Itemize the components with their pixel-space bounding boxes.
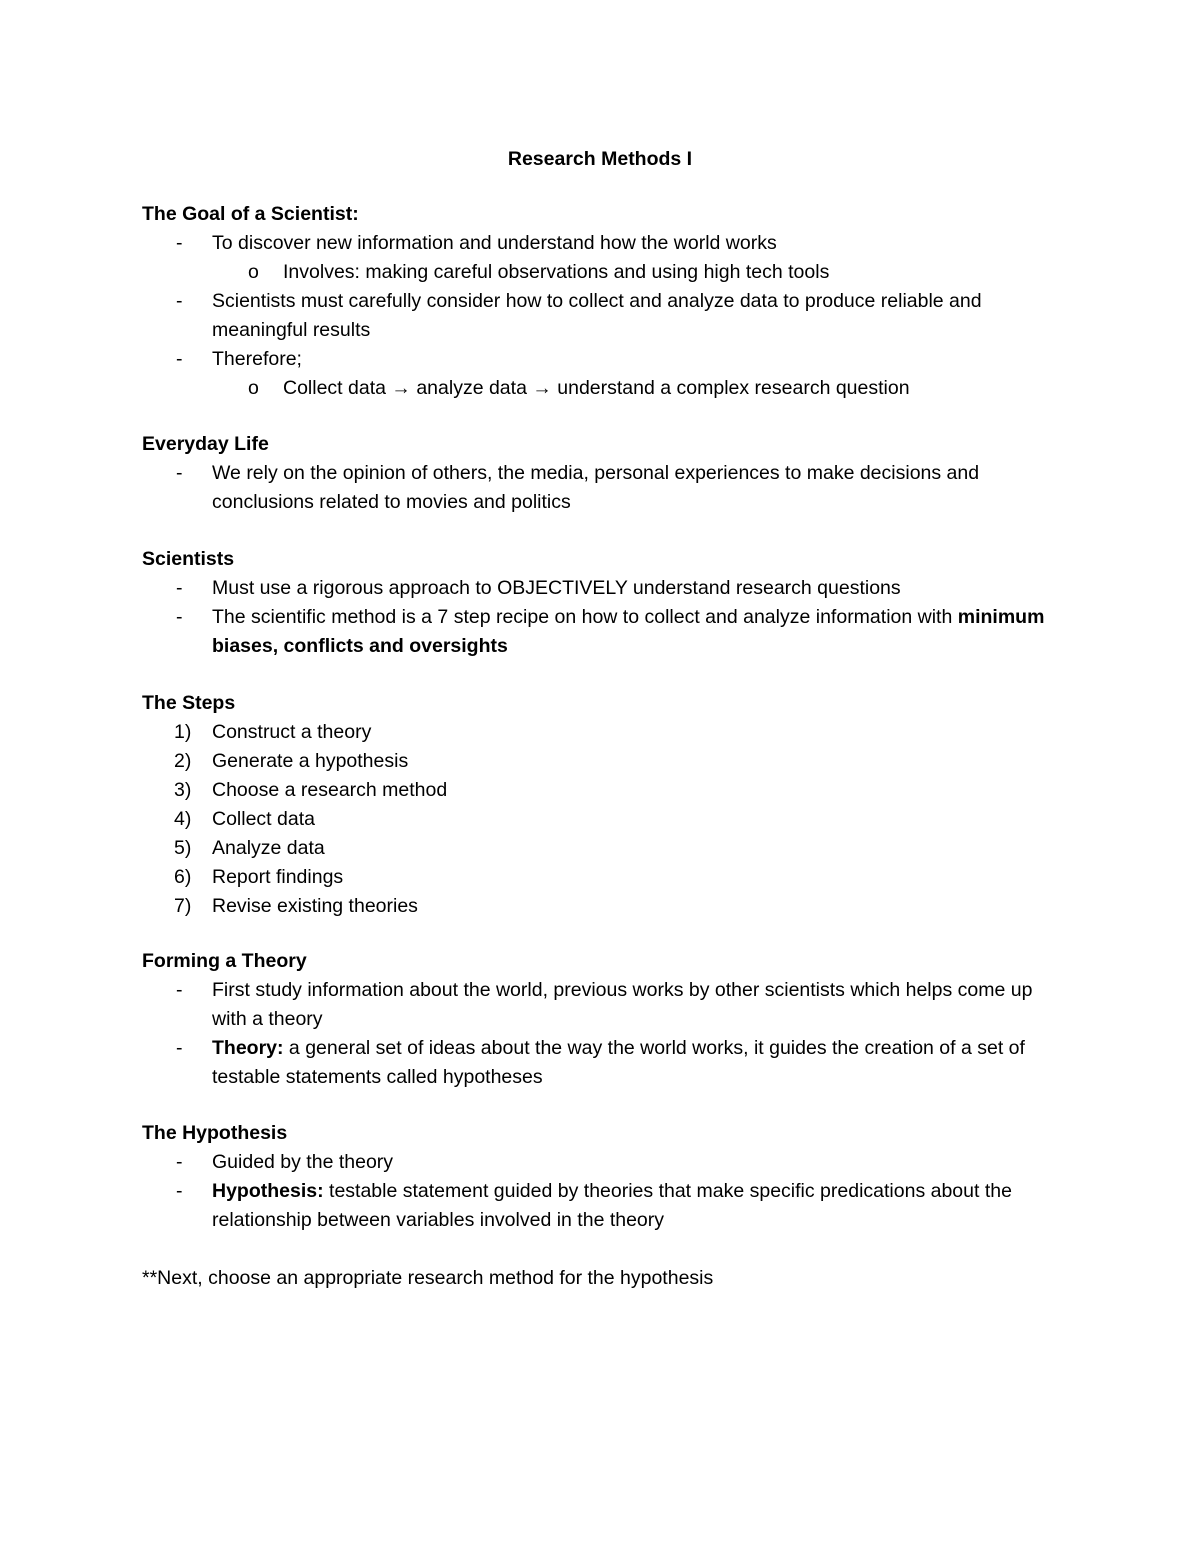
numbered-item xyxy=(142,718,1072,747)
section-heading: The Hypothesis xyxy=(142,1122,288,1144)
numbered-item xyxy=(142,776,1072,805)
bullet-item xyxy=(142,1034,1072,1092)
bullet-text: To discover new information and understand how the world works xyxy=(212,232,777,254)
section-heading: Scientists xyxy=(142,548,235,570)
item-text: Choose a research method xyxy=(212,779,448,801)
section-heading: The Goal of a Scientist: xyxy=(142,203,359,225)
bullet-text: First study information about the world, previous works by other scientists which helps come up with a theory xyxy=(212,979,1033,1030)
numbered-item xyxy=(142,863,1072,892)
bullet-text: Collect data xyxy=(283,377,386,399)
dash-marker: - xyxy=(176,462,183,484)
sub-bullet-item xyxy=(142,258,1072,287)
section-hypothesis xyxy=(142,1119,1072,1235)
numbered-item xyxy=(142,805,1072,834)
item-number: 7) xyxy=(174,895,192,917)
numbered-item xyxy=(142,892,1072,921)
bullet-item xyxy=(142,603,1072,661)
document-title: Research Methods I xyxy=(507,148,693,170)
bullet-text: Guided by the theory xyxy=(212,1151,394,1173)
dash-marker: - xyxy=(176,979,183,1001)
section-steps xyxy=(142,689,1072,921)
section-heading: Everyday Life xyxy=(142,433,269,455)
bullet-text: The scientific method is a 7 step recipe on how to collect and analyze information with xyxy=(212,606,958,628)
item-number: 6) xyxy=(174,866,192,888)
section-forming-theory xyxy=(142,947,1072,1092)
bullet-bold-text: minimum biases, conflicts and oversights xyxy=(212,606,1045,657)
dash-marker: - xyxy=(176,232,183,254)
bullet-text: understand a complex research question xyxy=(557,377,910,399)
bullet-text: Must use a rigorous approach to OBJECTIVELY understand research questions xyxy=(212,577,901,599)
item-number: 4) xyxy=(174,808,192,830)
item-text: Report findings xyxy=(212,866,344,888)
item-text: Collect data xyxy=(212,808,315,830)
term-label: Theory: xyxy=(212,1037,284,1059)
bullet-item xyxy=(142,229,1072,258)
right-arrow-icon: → xyxy=(532,377,552,399)
bullet-item xyxy=(142,976,1072,1034)
bullet-text: Involves: making careful observations and using high tech tools xyxy=(283,261,830,283)
numbered-item xyxy=(142,834,1072,863)
bullet-text: Therefore; xyxy=(212,348,302,370)
section-everyday-life xyxy=(142,430,1072,517)
bullet-item xyxy=(142,345,1072,374)
bullet-text: analyze data xyxy=(416,377,527,399)
item-text: Analyze data xyxy=(212,837,325,859)
section-heading: Forming a Theory xyxy=(142,950,307,972)
item-number: 3) xyxy=(174,779,192,801)
right-arrow-icon: → xyxy=(391,377,411,399)
bullet-item xyxy=(142,1177,1072,1235)
dash-marker: - xyxy=(176,1151,183,1173)
numbered-item xyxy=(142,747,1072,776)
bullet-item xyxy=(142,459,1072,517)
item-text: Generate a hypothesis xyxy=(212,750,409,772)
dash-marker: - xyxy=(176,1037,183,1059)
dash-marker: - xyxy=(176,348,183,370)
dash-marker: - xyxy=(176,1180,183,1202)
dash-marker: - xyxy=(176,577,183,599)
closing-note: **Next, choose an appropriate research method for the hypothesis xyxy=(142,1267,714,1289)
section-heading: The Steps xyxy=(142,692,236,714)
item-text: Construct a theory xyxy=(212,721,372,743)
dash-marker: - xyxy=(176,290,183,312)
section-goal xyxy=(142,200,1072,403)
bullet-text: We rely on the opinion of others, the media, personal experiences to make decisions and conclusions related to movies and politics xyxy=(212,462,980,513)
bullet-item xyxy=(142,574,1072,603)
term-definition: testable statement guided by theories that make specific predications about the relationship between variables involved in the theory xyxy=(212,1180,1012,1231)
circle-marker: o xyxy=(248,377,259,399)
bullet-text: Scientists must carefully consider how to collect and analyze data to produce reliable and meaningful results xyxy=(212,290,982,341)
circle-marker: o xyxy=(248,261,259,283)
item-text: Revise existing theories xyxy=(212,895,418,917)
bullet-item xyxy=(142,1148,1072,1177)
bullet-item xyxy=(142,287,1072,345)
term-definition: a general set of ideas about the way the world works, it guides the creation of a set of testable statements called hypotheses xyxy=(212,1037,1025,1088)
item-number: 1) xyxy=(174,721,192,743)
term-label: Hypothesis: xyxy=(212,1180,324,1202)
dash-marker: - xyxy=(176,606,183,628)
item-number: 2) xyxy=(174,750,192,772)
item-number: 5) xyxy=(174,837,192,859)
section-scientists xyxy=(142,545,1072,661)
sub-bullet-item xyxy=(142,374,1072,403)
